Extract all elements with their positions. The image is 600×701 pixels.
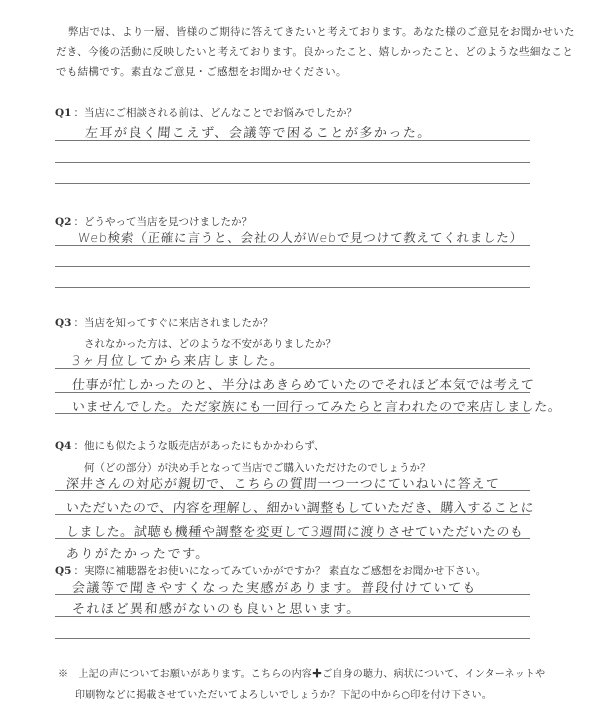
answer-rule [55,392,530,393]
answer-3-line: 仕事が忙しかったのと、半分はあきらめていたのでそれほど本気では考えて [71,378,535,393]
answer-rule [55,594,530,595]
intro-line: だき、今後の活動に反映したいと考えております。良かったこと、嬉しかったこと、どのような些細なこと [56,46,574,58]
answer-4-line: いただいたので、内容を理解し、細かい調整もしていただき、購入することに [65,501,535,516]
answer-4-line: しました。試聴も機種や調整を変更して3週間に渡りさせていただいたのも [65,525,525,540]
answer-rule [55,140,530,141]
question-5: Q5 ：実際に補聴器をお使いになってみていかがですか？ 素直なご感想をお聞かせ下さい。 [55,565,487,577]
question-3: Q3 ：当店を知ってすぐに来店されましたか？ [55,317,273,329]
intro-line: 弊店では、より一層、皆様のご期待に答えてきたいと考えております。あなた様のご意見をお聞かせいた [68,26,575,38]
answer-rule [55,538,530,539]
answer-rule [55,616,530,617]
question-4-sub: 何（どの部分）が決め手となって当店でご購入いただけたのでしょうか？ [84,462,431,474]
answer-5-line: 会議等で聞きやすくなった実感があります。普段付けていても [71,581,478,596]
answer-rule [55,245,530,246]
answer-rule [55,266,530,267]
answer-rule [55,183,530,184]
answer-5-line: それほど異和感がないのも良いと思います。 [71,602,362,617]
answer-rule [55,287,530,288]
intro-line: でも結構です。素直なご意見・ご感想をお聞かせください。 [56,66,347,78]
answer-4-line: ありがたかったです。 [65,547,211,562]
question-1: Q1 ：当店にご相談される前は、どんなことでお悩みでしたか？ [55,107,357,119]
question-3-sub: されなかった方は、どのような不安がありましたか？ [84,338,336,350]
consent-note: ※ 上記の声についてお願いがあります。こちらの内容✚ご自身の聴力、病状について、インターネットや [58,669,546,680]
answer-rule [55,413,530,414]
answer-rule [55,368,530,369]
answer-1-line: 左耳が良く聞こえず、会議等で困ることが多かった。 [84,126,433,141]
answer-rule [55,638,530,639]
answer-rule [55,162,530,163]
answer-rule [55,514,530,515]
consent-note: 印刷物などに掲載させていただいてよろしいでしょうか？下記の中から○印を付け下さい。 [75,690,492,701]
question-2: Q2 ：どうやって当店を見つけましたか？ [55,216,252,228]
answer-3-line: いませんでした。ただ家族にも一回行ってみたらと言われたので来店しました。 [71,400,562,415]
answer-4-line: 深井さんの対応が親切で、こちらの質問一つ一つにていねいに答えて [65,477,501,492]
answer-rule [55,490,530,491]
question-4: Q4 ：他にも似たような販売店があったにもかかわらず、 [55,440,325,452]
answer-2-line: Web検索（正確に言うと、会社の人がWebで見つけて教えてくれました） [77,230,524,245]
answer-3-line: 3ヶ月位してから来店しました。 [71,354,286,369]
